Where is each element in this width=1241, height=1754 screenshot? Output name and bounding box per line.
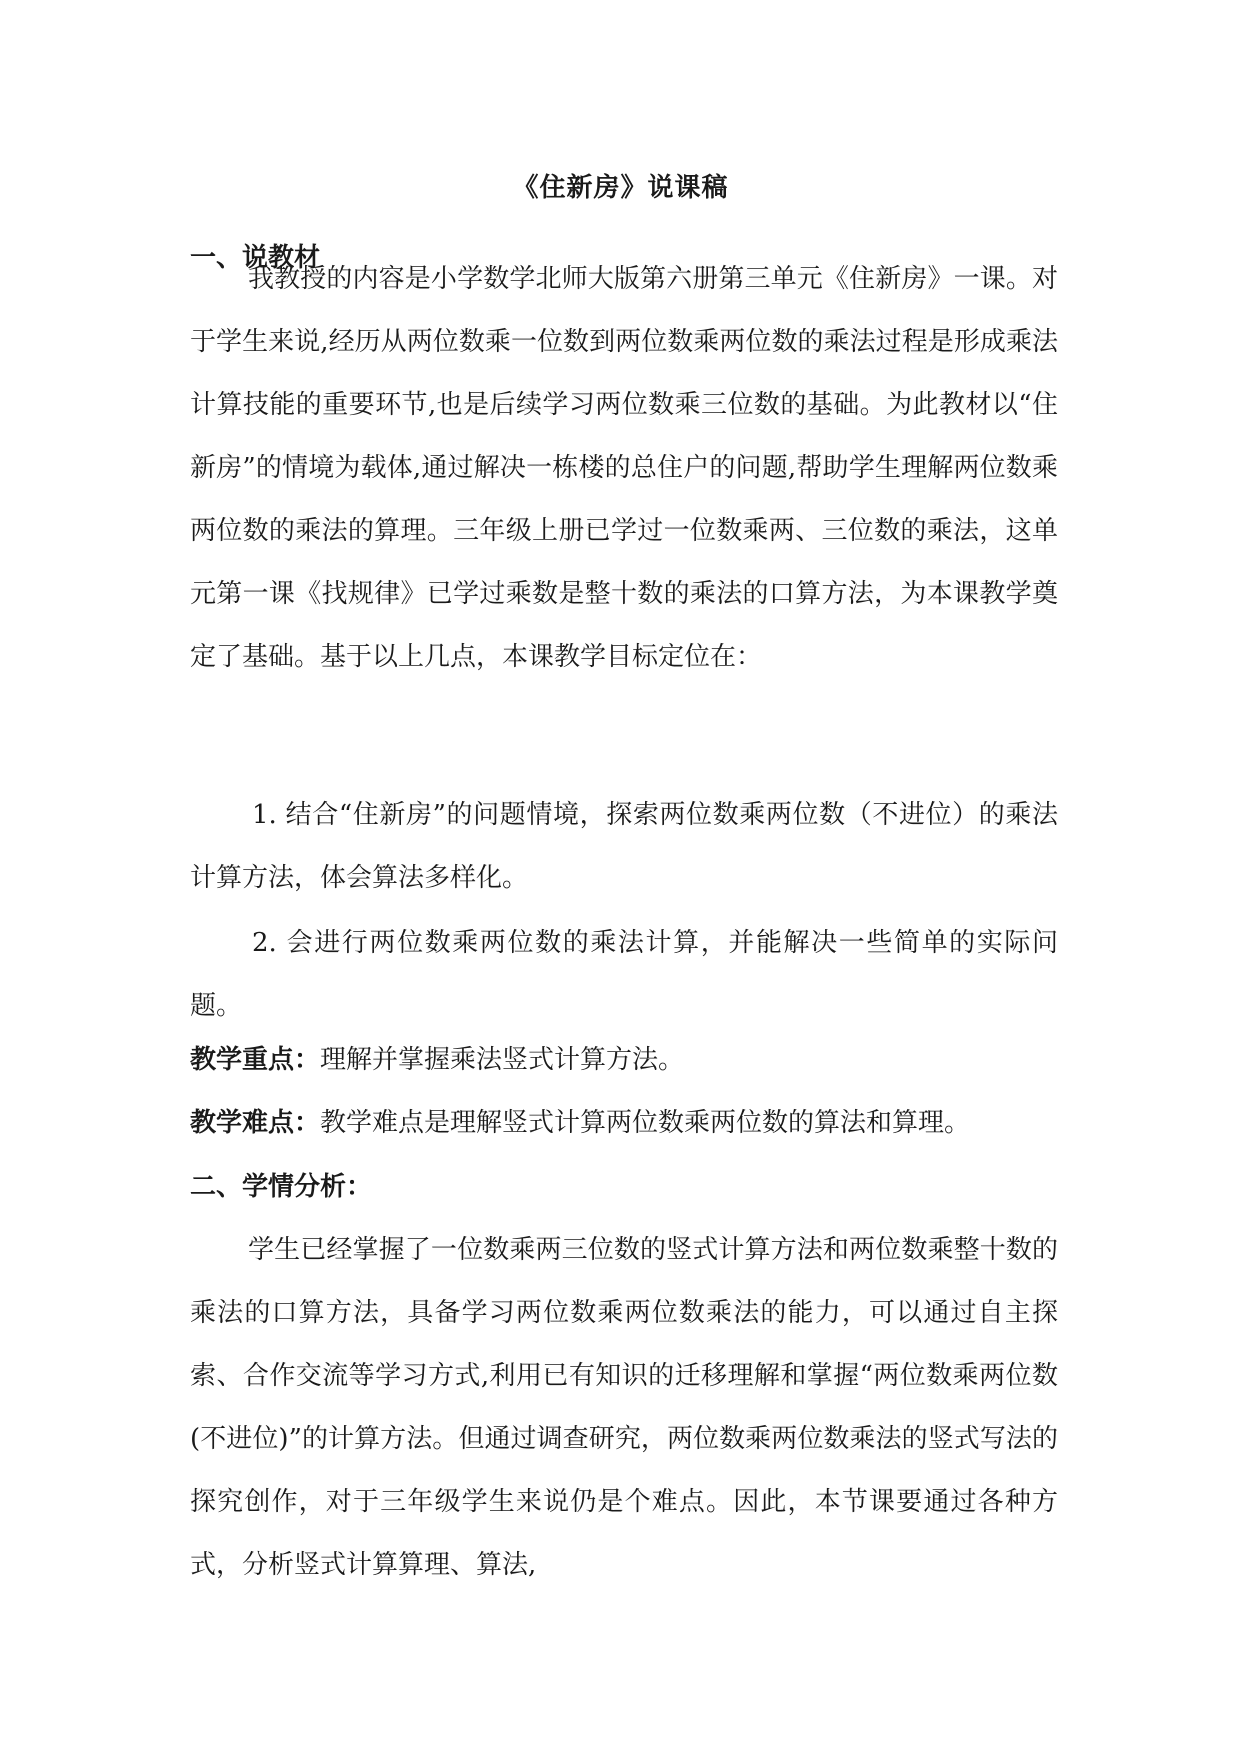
key-point-label: 教学重点：: [190, 1045, 321, 1075]
document-title: 《住新房》说课稿: [512, 173, 729, 203]
difficulty-line: [190, 1103, 1070, 1143]
key-point-line: [190, 1040, 1070, 1080]
section-heading-teaching-material: 一、说教材: [190, 243, 321, 273]
paragraph-student-analysis: 学生已经掌握了一位数乘两三位数的竖式计算方法和两位数乘整十数的乘法的口算方法，具备学习两位数乘两位数乘法的能力，可以通过自主探索、合作交流等学习方式,利用已有知识的迁移理解和掌握“两位数乘两位数(不进位)”的计算方法。但通过调查研究，两位数乘两位数乘法的竖式写法的探究创作，对于三年级学生来说仍是个难点。因此，本节课要通过各种方式，分析竖式计算算理、算法,: [190, 1235, 1058, 1580]
difficulty-text: 教学难点是理解竖式计算两位数乘两位数的算法和算理。: [320, 1108, 971, 1138]
key-point-text: 理解并掌握乘法竖式计算方法。: [320, 1045, 685, 1075]
goal-item-1: 1. 结合“住新房”的问题情境，探索两位数乘两位数（不进位）的乘法计算方法，体会算法多样化。: [190, 800, 1058, 893]
goal-item-2: 2. 会进行两位数乘两位数的乘法计算，并能解决一些简单的实际问题。: [190, 928, 1058, 1021]
paragraph-teaching-material-intro: 我教授的内容是小学数学北师大版第六册第三单元《住新房》一课。对于学生来说,经历从两位数乘一位数到两位数乘两位数的乘法过程是形成乘法计算技能的重要环节,也是后续学习两位数乘三位数的基础。为此教材以“住新房”的情境为载体,通过解决一栋楼的总住户的问题,帮助学生理解两位数乘两位数的乘法的算理。三年级上册已学过一位数乘两、三位数的乘法，这单元第一课《找规律》已学过乘数是整十数的乘法的口算方法，为本课教学奠定了基础。基于以上几点，本课教学目标定位在：: [190, 264, 1058, 672]
difficulty-label: 教学难点：: [190, 1108, 321, 1138]
section-heading-student-analysis: 二、学情分析：: [190, 1172, 373, 1202]
